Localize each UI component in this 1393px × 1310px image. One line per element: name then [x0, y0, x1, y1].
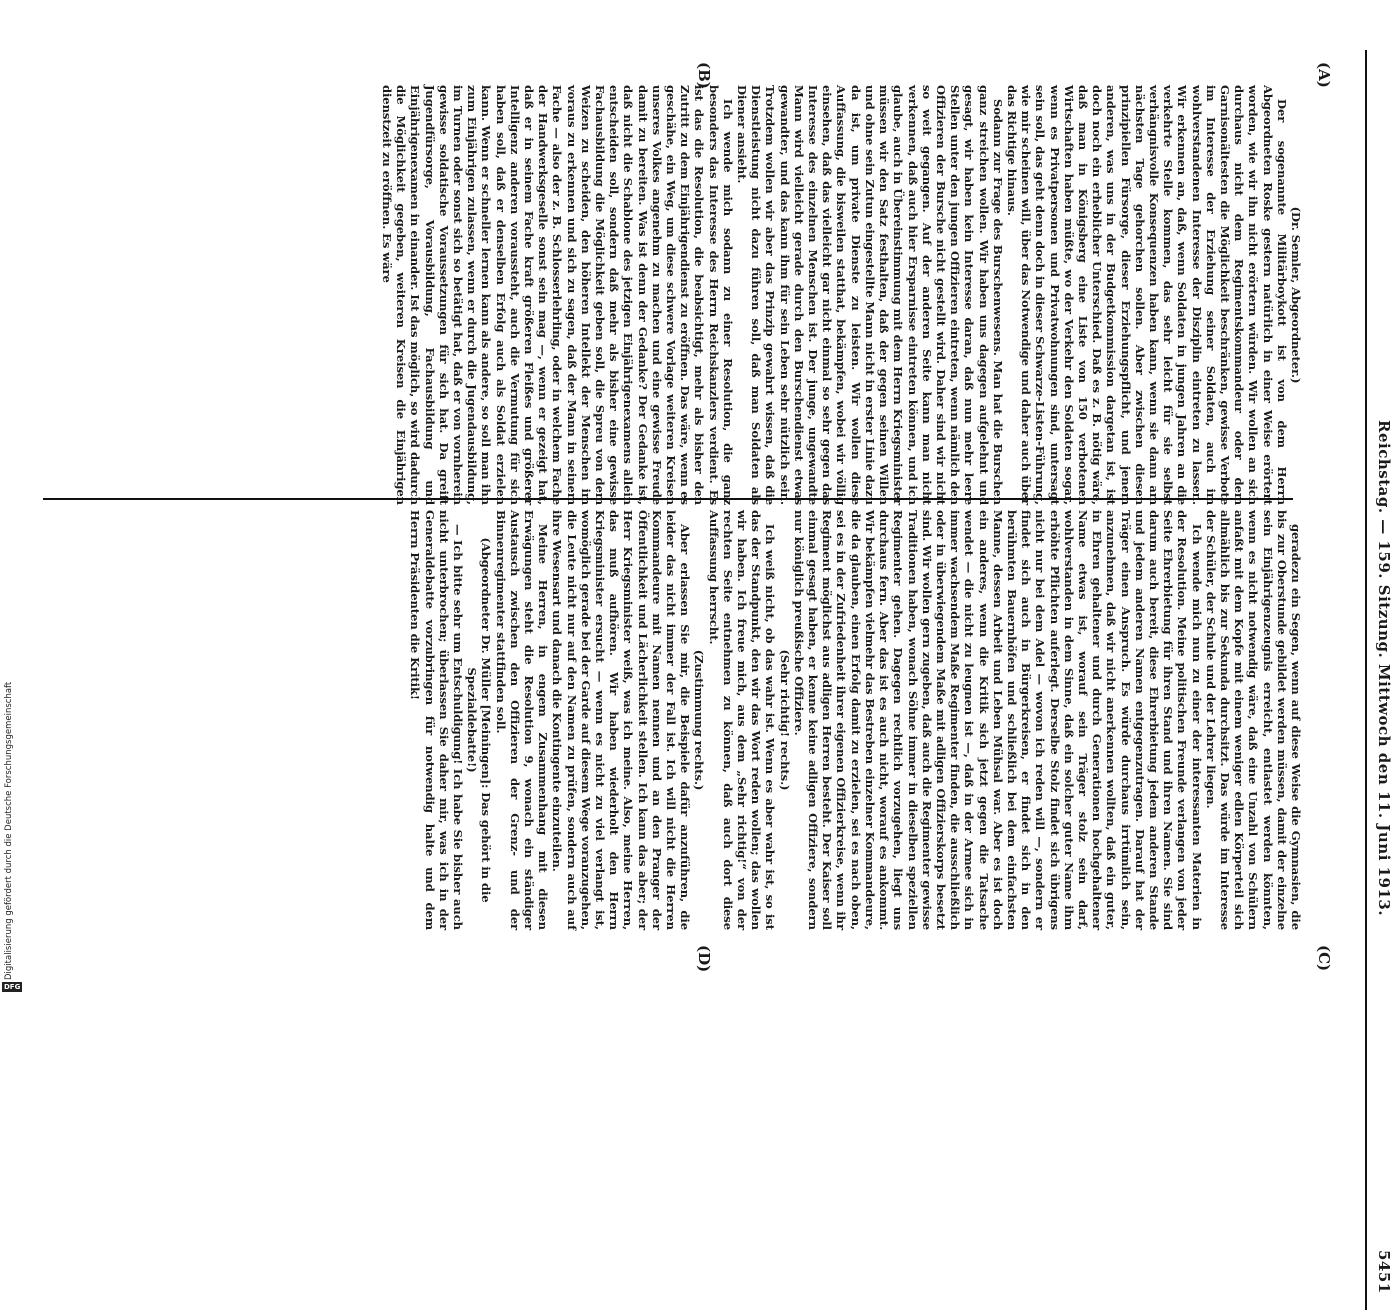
interjection: (Sehr richtig! rechts.) [777, 649, 792, 791]
margin-letter-c: (C) [1315, 945, 1333, 972]
paragraph: — Ich bitte sehr um Entschuldigung! Ich habe Sie bisher auch nicht unterbrochen; überlassen Sie daher mir, was ich in der Generaldebatte vorzubringen für notwendig halte und dem Herrn Präsidenten die Kritik! [408, 510, 466, 930]
header-rule [1365, 50, 1367, 1310]
dfg-logo: DFG [4, 983, 21, 991]
paragraph: geradezu ein Segen, wenn auf diese Weise die Gymnasien, die bis zur Oberstunde gebildet werden müssen, damit der einzelne sein Einjährigenzeugnis erreicht, entlastet werden könnten, wenn es nicht notwendig wäre, daß eine Unzahl von Schülern anfaßt mit dem Kopfe mit einem weniger edlen Körperteil sich allmählich bis zur Sekunda durchsitzt. Das würde im Interesse der Schüler, der Schule und der Lehrer liegen. [1203, 510, 1303, 930]
interjection: (Abgeordneter Dr. Müller [Meiningen]: Das gehört in die Spezialdebatte!) [465, 537, 494, 903]
text-column-left [380, 85, 1303, 505]
digitization-credit [4, 460, 14, 980]
paragraph: Meine Herren, in engem Zusammenhang mit diesen Erwägungen steht die Resolution 9, wonach ein ständiger Austausch zwischen den Offizieren der Grenz- und der Binnenregimenter stattfinden soll. [493, 510, 551, 930]
paragraph: Sodann zur Frage des Burschenwesens. Man hat die Burschen ganz streichen wollen. Wir haben uns dagegen aufgelehnt und gesagt, wir haben kein Interesse daran, daß nun mehr leere Stellen unter den jungen Offizieren eintreten, wenn nämlich den Offizieren der Bursche nicht gestellt wird. Daher sind wir nicht so weit gegangen. Auf der anderen Seite kann man nicht verkennen, daß auch hier Ersparnisse eintreten können, und ich glaube, auch in Übereinstimmung mit dem Herrn Kriegsminister müssen wir den Satz festhalten, daß der gegen seinen Willen und ohne sein Zutun eingestellte Mann nicht in erster Linie dazu da ist, um private Dienste zu leisten. Wir wollen diese Auffassung, die bisweilen statthat, bekämpfen, wobei wir völlig einsehen, daß das vielleicht gar nicht einmal so sehr gegen das Interesse des einzelnen Menschen ist. Der junge, ungewandte Mann wird vielleicht gerade durch den Burschendienst etwas gewandter, und das kann ihm für sein Leben sehr nützlich sein. Trotzdem wollen wir aber das Prinzip gewahrt wissen, daß die Dienstleistung nicht dazu führen soll, daß man Soldaten als Diener ansieht. [735, 85, 1005, 505]
margin-letter-d: (D) [695, 945, 713, 973]
column-divider [43, 498, 1293, 500]
paragraph: Ich weiß nicht, ob das wahr ist. Wenn es aber wahr ist, so ist das der Standpunkt, den wir das Wort reden wollen; das wollen wir haben. Ich freue mich, aus dem „Sehr richtig!“ von der rechten Seite entnehmen zu können, daß auch dort diese Auffassung herrscht. [706, 510, 778, 930]
paragraph: Ich wende mich nun zu einer der interessanten Materien in der Resolution. Meine politischen Freunde verlangen von jeder Seite Ehrerbietung für ihren Stand und ihren Namen. Sie sind darum auch bereit, diese Ehrerbietung jedem anderen Stande und jedem anderen Namen entgegenzutragen. Darauf hat der Träger einen Anspruch. Es würde durchaus irrtümlich sein, anzunehmen, daß wir nicht anerkennen wollten, daß ein guter, in Ehren gehaltener und durch Generationen hochgehaltener Name etwas ist, worauf sein Träger stolz sein darf, wohlverstanden in dem Sinne, daß ein solcher guter Name ihm erhöhte Pflichten auferlegt. Derselbe Stolz findet sich übrigens nicht nur bei dem Adel — wovon ich reden will —, sondern er findet sich auch in Bürgerkreisen, er findet sich in den berühmten Bauernhöfen und schließlich bei dem einfachsten Manne, dessen Arbeit und Leben Mühsal war. Aber es ist doch ein anderes, wenn die Kritik sich jetzt gegen die Tatsache wendet — die nicht zu leugnen ist —, daß in der Armee sich in immer wachsendem Maße Regimenter finden, die ausschließlich oder in überwiegendem Maße mit adligen Offizierskorps besetzt sind. Wir wollen gern zugeben, daß auch die Regimenter gewisse Traditionen haben, wonach Söhne immer in dieselben speziellen Regimenter gehen. Dagegen rechtlich vorzugehen, liegt uns durchaus fern. Aber das ist es auch nicht, worauf es ankommt. Wir bekämpfen vielmehr das Bestreben einzelner Kommandeure, die da glauben, einen Erfolg damit zu erzielen, sei es nach oben, sei es in der Zufriedenheit ihrer eigenen Offizierkreise, wenn ihr Regiment möglichst aus adligen Herren besteht. Der Kaiser soll einmal gesagt haben, er kenne keine adligen Offiziere, sondern nur königlich preußische Offiziere. [791, 510, 1204, 930]
interjection: (Zustimmung rechts.) [692, 649, 707, 791]
page-header-title: Reichstag. — 159. Sitzung. Mittwoch den 11. Juni 1913. [1375, 420, 1393, 917]
margin-letter-b: (B) [695, 62, 713, 89]
paragraph: Der sogenannte Militärboykott ist von dem Herrn Abgeordneten Roske gestern natürlich in einer Weise erörtert worden, wie wir ihn nicht erörtern würden. Wir wollen an sich durchaus nicht dem Regimentskommandeur oder dem Garnisonältesten die Möglichkeit beschränken, gewisse Verbote im Interesse der Erziehung seiner Soldaten, auch im wohlverstandenen Interesse der Disziplin eintreten zu lassen. Wir erkennen an, daß, wenn Soldaten in jungen Jahren an die verkehrte Stelle kommen, das sehr leicht für sie selbst verhängnisvolle Konsequenzen haben kann, wenn sie dann am nächsten Tage gehorchen sollen. Aber zwischen diesen prinzipiellen Fürsorge, dieser Erziehungspflicht, und jenem anderen, was uns in der Budgetkommission dargetan ist, ist doch noch ein erheblicher Unterschied. Daß es z. B. nötig wäre, daß man in Königsberg eine Liste von 150 verbotenen Wirtschaften haben müßte, wo der Verkehr den Soldaten sogar, wenn es Privatpersonen und Privatwohnungen sind, untersagt sein soll, das geht denn doch in dieser Schwarze-Listen-Führung, wie mir scheinen will, über das Notwendige und daher auch über das Richtige hinaus. [1004, 85, 1289, 505]
paragraph: Aber erlassen Sie mir, die Beispiele dafür anzuführen, die leider das nicht immer der Fall ist. Ich will nicht die Herren Kommandeure mit Namen nennen und an den Pranger der Öffentlichkeit und Lächerlichkeit stellen. Ich kann das aber; der Herr Kriegsminister weiß, was ich meine. Also, meine Herren, das muß aufhören. Wir haben wiederholt den Herrn Kriegsminister ersucht — wenn es nicht zu viel verlangt ist, womöglich gerade bei der Garde auf diesem Wege voranzugehen, die Leute nicht nur auf den Namen zu prüfen, sondern auch auf ihre Wesensart und danach die Kontingente einzuteilen. [550, 510, 693, 930]
text-column-left-lower [63, 85, 693, 505]
page-number: 5451 [1375, 1250, 1393, 1294]
speaker-line: (Dr. Semler, Abgeordneter.) [1289, 206, 1303, 384]
text-column-right [53, 510, 1303, 930]
margin-letter-a: (A) [1315, 62, 1333, 88]
credit-text: Digitalisierung gefördert durch die Deutsche Forschungsgemeinschaft [4, 681, 14, 980]
paragraph: Ich wende mich sodann zu einer Resolution, die ganz besonders das Interesse des Herrn Reichskanzlers verdient. Es ist das die Resolution, die beabsichtigt, mehr als bisher den Zutritt zu dem Einjährigendienst zu eröffnen. Das wäre, wenn es geschähe, ein Weg, um diese schwere Vorlage weiteren Kreisen unseres Volkes angenehm zu machen und eine gewisse Freude damit zu bereiten. Was ist denn der Gedanke? Der Gedanke ist, daß nicht die Schablone des jetzigen Einjährigenexamens allein entscheiden soll, sondern daß mehr als bisher eine gewisse Fachausbildung die Möglichkeit geben soll, die Spreu von dem Weizen zu scheiden, den höheren Intellekt der Menschen im voraus zu erkennen und sich zu sagen, daß der Mann in seinem Fache — also der z. B. Schlosserlehrling, oder in welchem Fache der Handwerksgeselle sonst sein mag —, wenn er gezeigt hat, daß er in seinem Fache kraft größeren Fleißes und größerer Intelligenz anderen voraussteht, auch die Vermutung für sich haben soll, daß er denselben Erfolg auch als Soldat erzielen kann. Wenn er schneller lernen kann als andere, so soll man ihn zum Einjährigen zulassen, wenn er durch die Jugendausbildung, im Turnen oder sonst sich so betätigt hat, daß er von vornherein gewisse soldatische Voraussetzungen für sich hat. Da greift Jugendfürsorge, Vorausbildung, Fachausbildung und Einjährigenexamen in einander. Ist das möglich, so wird dadurch die Möglichkeit gegeben, weiteren Kreisen die Einjährigen dienstzeit zu eröffnen. Es wäre [380, 85, 735, 505]
